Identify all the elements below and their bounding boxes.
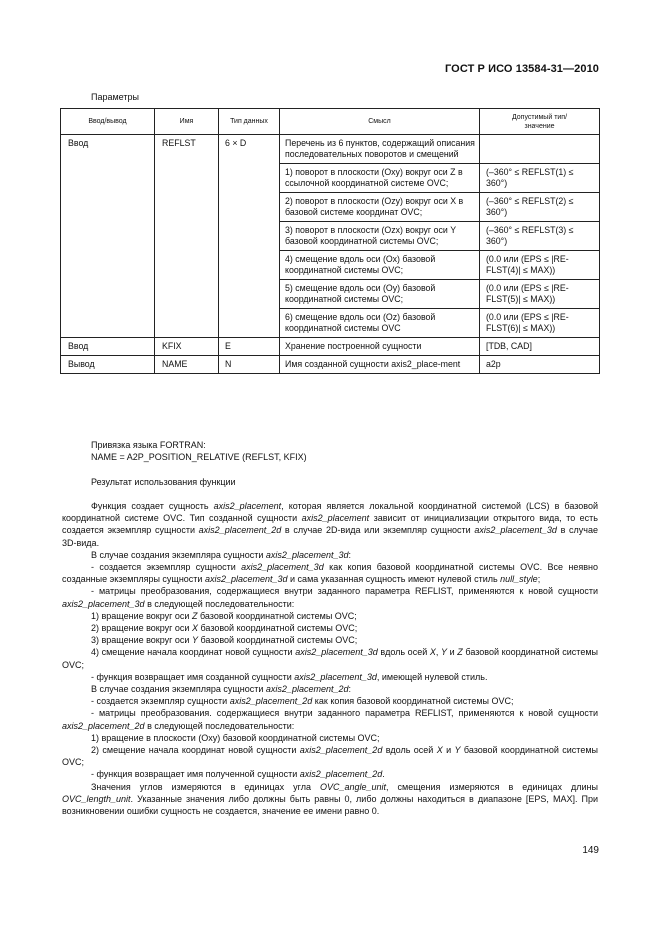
table-row [61,222,600,251]
cell-value: (0.0 или (EPS ≤ |RE-FLST(6)| ≤ MAX)) [480,309,600,338]
paragraph: 2) вращение вокруг оси X базовой координатной системы OVC; [91,623,358,634]
cell-meaning: 1) поворот в плоскости (Оху) вокруг оси Z в ссылочной координатной системе OVC; [280,164,480,193]
cell-meaning: 3) поворот в плоскости (Ozx) вокруг оси Y базовой координатной системы OVC; [280,222,480,251]
column-header-type: Тип данных [219,109,280,135]
cell-name: NAME [155,356,219,374]
table-row [61,251,600,280]
table-row [61,135,600,164]
cell-meaning: 4) смещение вдоль оси (Ох) базовой координатной системы OVC; [280,251,480,280]
table-row [61,338,600,356]
paragraph: 3) вращение вокруг оси Y базовой координатной системы OVC; [91,635,358,646]
fortran-binding [91,440,307,463]
table-row [61,280,600,309]
paragraph: В случае создания экземпляра сущности axis2_placement_3d: [91,549,351,560]
paragraph: - матрицы преобразования, содержащиеся внутри заданного параметра REFLIST, применяются к новой сущности axis2_placement_3d в следующей последовательности: [62,586,598,609]
body-text [62,500,598,817]
cell-meaning: 2) поворот в плоскости (Ozy) вокруг оси X в базовой системе координат OVC; [280,193,480,222]
cell-value: (–360° ≤ REFLST(1) ≤ 360°) [480,164,600,193]
table-row [61,164,600,193]
page-number: 149 [582,845,599,856]
cell-io: Ввод [61,338,155,356]
document-header: ГОСТ Р ИСО 13584-31—2010 [444,63,599,75]
cell-meaning: 5) смещение вдоль оси (Оу) базовой координатной системы OVC; [280,280,480,309]
paragraph: - создается экземпляр сущности axis2_placement_3d как копия базовой координатной системы OVC. Все неявно созданные экземпляры сущности axis2_placement_3d и сама указанная сущность имеют нулевой стиль null_style; [62,562,598,585]
paragraph: - функция возвращает имя созданной сущности axis2_placement_3d, имеющей нулевой стиль. [91,671,488,682]
cell-io: Ввод [61,135,155,164]
paragraph: - матрицы преобразования. содержащиеся внутри заданного параметра REFLIST, применяются к новой сущности axis2_placement_2d в следующей последовательности: [62,708,598,731]
column-header-io: Ввод/вывод [61,109,155,135]
cell-type: N [219,356,280,374]
paragraph: 4) смещение начала координат новой сущности axis2_placement_3d вдоль осей X, Y и Z базовой координатной системы OVC; [62,647,598,670]
paragraph: - создается экземпляр сущности axis2_placement_2d как копия базовой координатной системы OVC; [91,696,514,707]
paragraph: 2) смещение начала координат новой сущности axis2_placement_2d вдоль осей X и Y базовой координатной системы OVC; [62,745,598,768]
column-header-value: Допустимый тип/ значение [480,109,600,135]
cell-value: [TDB, CAD] [480,338,600,356]
cell-meaning: Имя созданной сущности axis2_place-ment [280,356,480,374]
table-row [61,356,600,374]
paragraph: 1) вращение вокруг оси Z базовой координатной системы OVC; [91,610,357,621]
parameters-label: Параметры [91,92,139,102]
cell-name: REFLST [155,135,219,164]
cell-type: E [219,338,280,356]
paragraph: Значения углов измеряются в единицах угла OVC_angle_unit, смещения измеряются в единицах длины OVC_length_unit. Указанные значения либо должны быть равны 0, либо должны находиться в диапазоне [EPS, MAX]. При возникновении ошибки сущность не создается, значение ее имени равно 0. [62,781,598,817]
usage-result-label: Результат использования функции [91,477,236,487]
cell-name: KFIX [155,338,219,356]
table-row [61,309,600,338]
cell-meaning: Перечень из 6 пунктов, содержащий описания последовательных поворотов и смещений [280,135,480,164]
cell-value: (0.0 или (EPS ≤ |RE-FLST(5)| ≤ MAX)) [480,280,600,309]
cell-value [480,135,600,164]
paragraph: Функция создает сущность axis2_placement, которая является локальной координатной системой (LCS) в базовой координатной системе OVC. Тип созданной сущности axis2_placement зависит от инициализации открытого вида, то есть создается экземпляр сущности axis2_placement_2d в случае 2D-вида или экземпляр сущности axis2_placement_3d в случае 3D-вида. [62,501,598,548]
cell-value: (–360° ≤ REFLST(3) ≤ 360°) [480,222,600,251]
cell-value: (0.0 или (EPS ≤ |RE-FLST(4)| ≤ MAX)) [480,251,600,280]
cell-meaning: Хранение построенной сущности [280,338,480,356]
table-header-row [61,109,600,135]
parameters-table [60,108,600,374]
cell-io: Вывод [61,356,155,374]
paragraph: - функция возвращает имя полученной сущности axis2_placement_2d. [91,769,385,780]
cell-meaning: 6) смещение вдоль оси (Oz) базовой координатной системы OVC [280,309,480,338]
table-row [61,193,600,222]
column-header-name: Имя [155,109,219,135]
binding-signature: NAME = A2P_POSITION_RELATIVE (REFLST, KFIX) [91,451,307,462]
column-header-meaning: Смысл [280,109,480,135]
binding-title: Привязка языка FORTRAN: [91,440,206,450]
cell-value: (–360° ≤ REFLST(2) ≤ 360°) [480,193,600,222]
paragraph: 1) вращение в плоскости (Оху) базовой координатной системы OVC; [91,732,380,743]
paragraph: В случае создания экземпляра сущности axis2_placement_2d: [91,684,351,695]
cell-value: a2p [480,356,600,374]
cell-type: 6 × D [219,135,280,164]
